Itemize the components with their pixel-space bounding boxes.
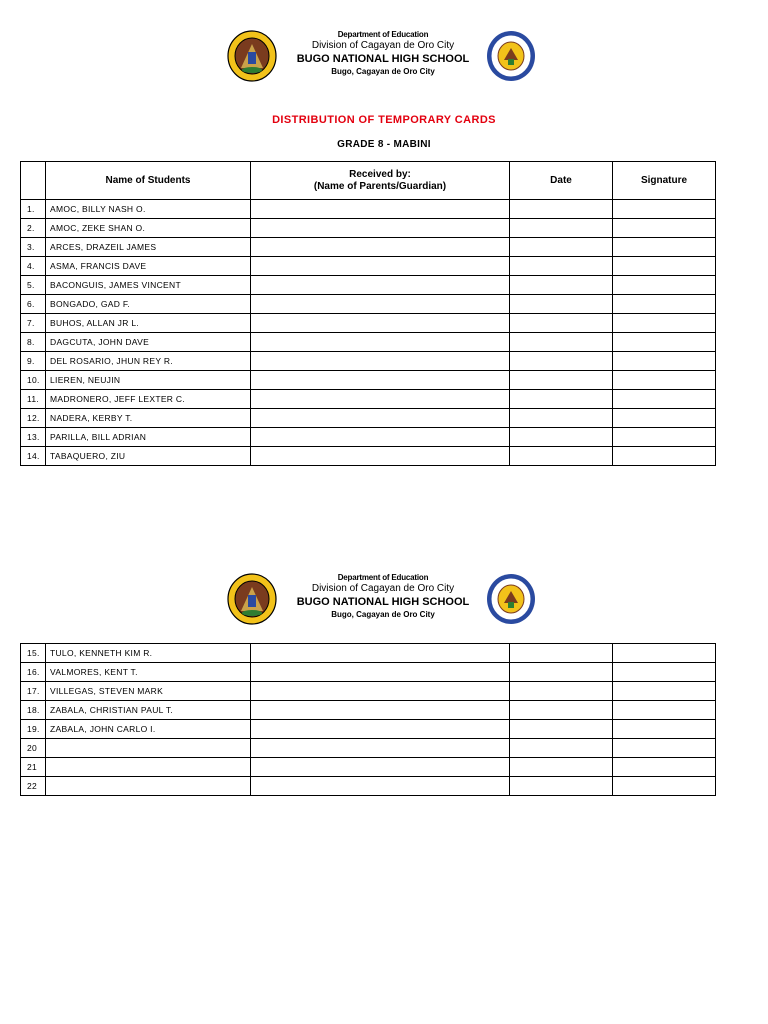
student-name-cell bbox=[46, 758, 251, 777]
signature-cell bbox=[613, 295, 716, 314]
row-number: 20 bbox=[21, 739, 46, 758]
table-row bbox=[21, 739, 716, 758]
letterhead-page2 bbox=[0, 573, 768, 633]
received-by-sublabel: (Name of Parents/Guardian) bbox=[313, 180, 447, 192]
signature-cell bbox=[613, 720, 716, 739]
signature-cell bbox=[613, 276, 716, 295]
col-date: Date bbox=[510, 162, 613, 200]
department-name: Department of Education bbox=[337, 573, 429, 582]
date-cell bbox=[510, 644, 613, 663]
signature-cell bbox=[613, 219, 716, 238]
student-name-cell: BONGADO, GAD F. bbox=[46, 295, 251, 314]
row-number: 5. bbox=[21, 276, 46, 295]
table-row bbox=[21, 409, 716, 428]
department-name: Department of Education bbox=[337, 30, 429, 39]
deped-seal-icon bbox=[227, 573, 277, 625]
received-by-cell bbox=[251, 447, 510, 466]
received-by-cell bbox=[251, 701, 510, 720]
student-name-cell: DEL ROSARIO, JHUN REY R. bbox=[46, 352, 251, 371]
date-cell bbox=[510, 257, 613, 276]
signature-cell bbox=[613, 409, 716, 428]
table-row bbox=[21, 390, 716, 409]
table-row bbox=[21, 663, 716, 682]
table-row bbox=[21, 447, 716, 466]
signature-cell bbox=[613, 701, 716, 720]
date-cell bbox=[510, 777, 613, 796]
table-row bbox=[21, 295, 716, 314]
date-cell bbox=[510, 314, 613, 333]
student-name-cell: VALMORES, KENT T. bbox=[46, 663, 251, 682]
col-signature: Signature bbox=[613, 162, 716, 200]
date-cell bbox=[510, 739, 613, 758]
signature-cell bbox=[613, 371, 716, 390]
student-name-cell: MADRONERO, JEFF LEXTER C. bbox=[46, 390, 251, 409]
student-name-cell: TULO, KENNETH KIM R. bbox=[46, 644, 251, 663]
date-cell bbox=[510, 200, 613, 219]
signature-cell bbox=[613, 333, 716, 352]
table-row bbox=[21, 219, 716, 238]
date-cell bbox=[510, 701, 613, 720]
date-cell bbox=[510, 352, 613, 371]
school-seal-icon bbox=[486, 30, 536, 82]
distribution-table bbox=[20, 161, 716, 466]
table-row bbox=[21, 314, 716, 333]
row-number: 13. bbox=[21, 428, 46, 447]
received-by-cell bbox=[251, 314, 510, 333]
date-cell bbox=[510, 219, 613, 238]
date-cell bbox=[510, 428, 613, 447]
row-number: 3. bbox=[21, 238, 46, 257]
table-row bbox=[21, 720, 716, 739]
date-cell bbox=[510, 663, 613, 682]
student-name-cell bbox=[46, 739, 251, 758]
student-name-cell: TABAQUERO, ZIU bbox=[46, 447, 251, 466]
signature-cell bbox=[613, 644, 716, 663]
student-name-cell: ARCES, DRAZEIL JAMES bbox=[46, 238, 251, 257]
col-number bbox=[21, 162, 46, 200]
received-by-cell bbox=[251, 758, 510, 777]
table-row bbox=[21, 333, 716, 352]
received-by-cell bbox=[251, 390, 510, 409]
received-by-cell bbox=[251, 200, 510, 219]
row-number: 11. bbox=[21, 390, 46, 409]
date-cell bbox=[510, 276, 613, 295]
signature-cell bbox=[613, 257, 716, 276]
received-by-cell bbox=[251, 428, 510, 447]
date-cell bbox=[510, 295, 613, 314]
student-name-cell bbox=[46, 777, 251, 796]
row-number: 9. bbox=[21, 352, 46, 371]
row-number: 8. bbox=[21, 333, 46, 352]
signature-cell bbox=[613, 428, 716, 447]
received-by-label: Received by: bbox=[349, 168, 411, 180]
signature-cell bbox=[613, 739, 716, 758]
received-by-cell bbox=[251, 663, 510, 682]
student-name-cell: NADERA, KERBY T. bbox=[46, 409, 251, 428]
distribution-table-page2 bbox=[20, 643, 716, 796]
student-name-cell: AMOC, ZEKE SHAN O. bbox=[46, 219, 251, 238]
student-name-cell: BUHOS, ALLAN JR L. bbox=[46, 314, 251, 333]
col-student-name: Name of Students bbox=[46, 162, 251, 200]
date-cell bbox=[510, 333, 613, 352]
received-by-cell bbox=[251, 409, 510, 428]
signature-cell bbox=[613, 314, 716, 333]
received-by-cell bbox=[251, 257, 510, 276]
table-row bbox=[21, 644, 716, 663]
received-by-cell bbox=[251, 219, 510, 238]
received-by-cell bbox=[251, 238, 510, 257]
letterhead bbox=[0, 30, 768, 90]
student-name-cell: DAGCUTA, JOHN DAVE bbox=[46, 333, 251, 352]
table-row bbox=[21, 428, 716, 447]
row-number: 14. bbox=[21, 447, 46, 466]
document-title: DISTRIBUTION OF TEMPORARY CARDS bbox=[272, 114, 496, 126]
student-name-cell: ASMA, FRANCIS DAVE bbox=[46, 257, 251, 276]
row-number: 18. bbox=[21, 701, 46, 720]
date-cell bbox=[510, 371, 613, 390]
row-number: 17. bbox=[21, 682, 46, 701]
row-number: 7. bbox=[21, 314, 46, 333]
signature-cell bbox=[613, 200, 716, 219]
division-name: Division of Cagayan de Oro City bbox=[311, 583, 455, 594]
date-cell bbox=[510, 447, 613, 466]
row-number: 15. bbox=[21, 644, 46, 663]
table-row bbox=[21, 701, 716, 720]
school-name: BUGO NATIONAL HIGH SCHOOL bbox=[296, 596, 470, 608]
received-by-cell bbox=[251, 644, 510, 663]
table-row bbox=[21, 777, 716, 796]
school-name: BUGO NATIONAL HIGH SCHOOL bbox=[296, 53, 470, 65]
division-name: Division of Cagayan de Oro City bbox=[311, 40, 455, 51]
signature-cell bbox=[613, 390, 716, 409]
table-row bbox=[21, 200, 716, 219]
student-name-cell: ZABALA, CHRISTIAN PAUL T. bbox=[46, 701, 251, 720]
table-row bbox=[21, 238, 716, 257]
row-number: 12. bbox=[21, 409, 46, 428]
received-by-cell bbox=[251, 777, 510, 796]
date-cell bbox=[510, 390, 613, 409]
student-name-cell: PARILLA, BILL ADRIAN bbox=[46, 428, 251, 447]
school-address: Bugo, Cagayan de Oro City bbox=[331, 67, 435, 76]
received-by-cell bbox=[251, 333, 510, 352]
signature-cell bbox=[613, 447, 716, 466]
grade-section: GRADE 8 - MABINI bbox=[337, 139, 431, 150]
table-row bbox=[21, 682, 716, 701]
student-name-cell: LIEREN, NEUJIN bbox=[46, 371, 251, 390]
date-cell bbox=[510, 238, 613, 257]
student-name-cell: BACONGUIS, JAMES VINCENT bbox=[46, 276, 251, 295]
student-name-cell: AMOC, BILLY NASH O. bbox=[46, 200, 251, 219]
school-seal-icon bbox=[486, 573, 536, 625]
row-number: 22 bbox=[21, 777, 46, 796]
date-cell bbox=[510, 682, 613, 701]
table-row bbox=[21, 371, 716, 390]
signature-cell bbox=[613, 663, 716, 682]
signature-cell bbox=[613, 238, 716, 257]
col-received-by bbox=[251, 162, 510, 200]
signature-cell bbox=[613, 682, 716, 701]
received-by-cell bbox=[251, 739, 510, 758]
row-number: 4. bbox=[21, 257, 46, 276]
date-cell bbox=[510, 758, 613, 777]
row-number: 2. bbox=[21, 219, 46, 238]
date-cell bbox=[510, 720, 613, 739]
signature-cell bbox=[613, 352, 716, 371]
received-by-cell bbox=[251, 682, 510, 701]
deped-seal-icon bbox=[227, 30, 277, 82]
date-cell bbox=[510, 409, 613, 428]
student-name-cell: VILLEGAS, STEVEN MARK bbox=[46, 682, 251, 701]
table-row bbox=[21, 257, 716, 276]
signature-cell bbox=[613, 758, 716, 777]
received-by-cell bbox=[251, 276, 510, 295]
row-number: 10. bbox=[21, 371, 46, 390]
school-address: Bugo, Cagayan de Oro City bbox=[331, 610, 435, 619]
row-number: 1. bbox=[21, 200, 46, 219]
received-by-cell bbox=[251, 352, 510, 371]
received-by-cell bbox=[251, 720, 510, 739]
received-by-cell bbox=[251, 371, 510, 390]
table-header-row bbox=[21, 162, 716, 200]
row-number: 16. bbox=[21, 663, 46, 682]
student-name-cell: ZABALA, JOHN CARLO I. bbox=[46, 720, 251, 739]
table-row bbox=[21, 276, 716, 295]
table-row bbox=[21, 758, 716, 777]
table-row bbox=[21, 352, 716, 371]
received-by-cell bbox=[251, 295, 510, 314]
row-number: 6. bbox=[21, 295, 46, 314]
signature-cell bbox=[613, 777, 716, 796]
row-number: 19. bbox=[21, 720, 46, 739]
row-number: 21 bbox=[21, 758, 46, 777]
